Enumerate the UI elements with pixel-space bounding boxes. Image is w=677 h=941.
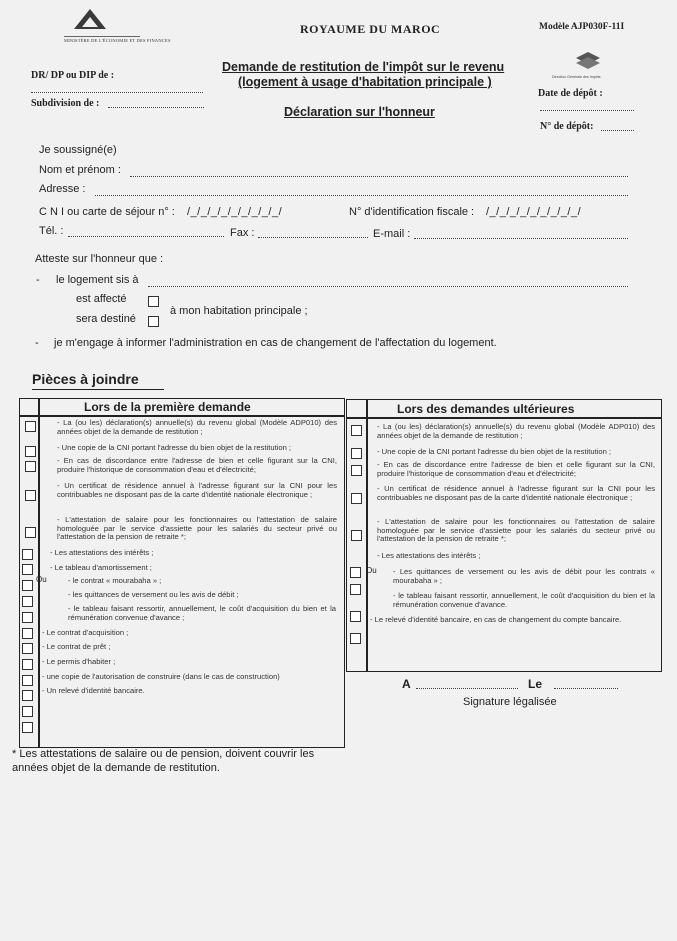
left-item-3: - En cas de discordance entre l'adresse de bien et celle figurant sur la CNI, produire l'historique de consommation d'eau et d'électricité; (57, 456, 337, 474)
soussigne-label: Je soussigné(e) (39, 144, 117, 156)
left-item-5: - L'attestation de salaire pour les fonctionnaires ou l'attestation de salaire homologuée par le service d'assiette pour les salariés du secteur privé ou l'attestation de la pension de retraite *; (57, 515, 337, 542)
left-checkbox[interactable] (25, 461, 36, 472)
left-item-13: - Le permis d'habiter ; (42, 657, 116, 666)
affecte-checkbox[interactable] (148, 296, 159, 307)
left-checkbox[interactable] (22, 690, 33, 701)
engage-statement: je m'engage à informer l'administration en cas de changement de l'affectation du logement. (54, 337, 497, 349)
adresse-label: Adresse : (39, 183, 86, 195)
fax-label: Fax : (230, 227, 255, 239)
left-checkbox[interactable] (22, 580, 33, 591)
right-item-4: - Un certificat de résidence annuel à l'adresse figurant sur la CNI pour les contribuables ne disposant pas de la carte d'identité nationale électronique ; (377, 484, 655, 502)
num-depot-label: N° de dépôt: (540, 121, 594, 132)
dash-1: - (36, 274, 40, 286)
a-field[interactable] (416, 688, 518, 689)
left-item-8: - le contrat « mourabaha » ; (68, 576, 162, 585)
right-item-2: - Une copie de la CNI portant l'adresse du bien objet de la restitution ; (377, 447, 612, 456)
right-checkbox[interactable] (351, 493, 362, 504)
left-item-15: - Un relevé d'identité bancaire. (42, 686, 145, 695)
left-item-9: - les quittances de versement ou les avis de débit ; (68, 590, 239, 599)
email-field[interactable] (414, 238, 628, 239)
dgi-name: Direction Générale des Impôts (552, 75, 601, 79)
destine-label: sera destiné (76, 313, 136, 325)
fax-field[interactable] (258, 237, 368, 238)
date-depot-label: Date de dépôt : (538, 88, 603, 99)
left-checkbox[interactable] (25, 490, 36, 501)
a-label: A (402, 677, 411, 691)
kingdom-label: ROYAUME DU MAROC (300, 22, 441, 36)
num-depot-field[interactable] (601, 130, 634, 131)
right-item-3: - En cas de discordance entre l'adresse de bien et celle figurant sur la CNI, produire l'historique de consommation d'eau et d'électricité; (377, 460, 655, 478)
form-title-line2: (logement à usage d'habitation principale ) (238, 75, 492, 89)
left-checkbox[interactable] (22, 675, 33, 686)
form-subtitle: Déclaration sur l'honneur (284, 105, 435, 119)
left-item-10: - le tableau faisant ressortir, annuellement, le coût d'acquisition du bien et la rémunération convenue d'avance ; (68, 604, 336, 622)
email-label: E-mail : (373, 228, 411, 240)
right-item-8: - le tableau faisant ressortir, annuellement, le coût d'acquisition du bien et la rémunération convenue d'avance. (393, 591, 655, 609)
dr-label: DR/ DP ou DIP de : (31, 70, 115, 81)
affecte-label: est affecté (76, 293, 127, 305)
right-checkbox[interactable] (351, 530, 362, 541)
atteste-label: Atteste sur l'honneur que : (35, 253, 164, 265)
fiscal-label: N° d'identification fiscale : (349, 206, 475, 218)
le-label: Le (528, 677, 543, 691)
tel-label: Tél. : (39, 225, 64, 237)
right-checkbox[interactable] (350, 633, 361, 644)
cni-field[interactable]: /_/_/_/_/_/_/_/_/_/ (187, 206, 283, 218)
habitation-label: à mon habitation principale ; (170, 305, 308, 317)
left-item-14: - une copie de l'autorisation de construire (dans le cas de construction) (42, 672, 280, 681)
right-item-5: - L'attestation de salaire pour les fonctionnaires ou l'attestation de salaire homologuée par le service d'assiette pour les salariés du secteur privé ou l'attestation de la pension de retraite *; (377, 517, 655, 544)
dgi-emblem-icon (574, 50, 602, 72)
left-checkbox[interactable] (25, 421, 36, 432)
right-checkbox[interactable] (350, 584, 361, 595)
logement-label: le logement sis à (56, 274, 139, 286)
ministry-name: MINISTÈRE DE L'ÉCONOMIE ET DES FINANCES (64, 38, 171, 43)
model-number: Modèle AJP030F-11I (539, 22, 625, 32)
left-checkbox[interactable] (22, 549, 33, 560)
subdivision-field[interactable] (108, 107, 204, 108)
logement-field[interactable] (148, 286, 628, 287)
left-checkbox[interactable] (22, 706, 33, 717)
footnote-line2: années objet de la demande de restitution. (12, 762, 220, 774)
left-checkbox[interactable] (22, 628, 33, 639)
pieces-title: Pièces à joindre (32, 371, 139, 387)
right-item-9: - Le relevé d'identité bancaire, en cas de changement du compte bancaire. (370, 615, 622, 624)
left-checkbox[interactable] (22, 659, 33, 670)
nom-label: Nom et prénom : (39, 164, 121, 176)
left-item-11: - Le contrat d'acquisition ; (42, 628, 129, 637)
destine-checkbox[interactable] (148, 316, 159, 327)
ou-label-right: Ou (366, 566, 377, 575)
tel-field[interactable] (68, 236, 224, 237)
left-item-2: - Une copie de la CNI portant l'adresse du bien objet de la restitution ; (57, 443, 292, 452)
right-checkbox[interactable] (351, 465, 362, 476)
date-depot-field[interactable] (540, 110, 634, 111)
left-checkbox[interactable] (22, 643, 33, 654)
left-checkbox[interactable] (25, 446, 36, 457)
later-request-header: Lors des demandes ultérieures (397, 402, 575, 416)
cni-label: C N I ou carte de séjour n° : (39, 206, 175, 218)
adresse-field[interactable] (95, 195, 628, 196)
form-title-line1: Demande de restitution de l'impôt sur le revenu (222, 60, 505, 74)
footnote-line1: * Les attestations de salaire ou de pension, doivent couvrir les (12, 748, 315, 760)
left-item-1: - La (ou les) déclaration(s) annuelle(s) du revenu global (Modèle ADP010) des années objet de la demande de restitution ; (57, 418, 337, 436)
right-checkbox[interactable] (350, 611, 361, 622)
right-checkbox[interactable] (350, 567, 361, 578)
first-request-header: Lors de la première demande (84, 400, 251, 414)
right-item-6: - Les attestations des intérêts ; (377, 551, 481, 560)
ou-label-left: Ou (36, 575, 47, 584)
right-item-7: - Les quittances de versement ou les avis de débit pour les contrats « mourabaha » ; (393, 567, 655, 585)
left-checkbox[interactable] (22, 612, 33, 623)
dr-field[interactable] (31, 92, 203, 93)
fiscal-field[interactable]: /_/_/_/_/_/_/_/_/_/ (486, 206, 582, 218)
left-checkbox[interactable] (22, 722, 33, 733)
signature-label: Signature légalisée (463, 696, 557, 708)
right-checkbox[interactable] (351, 448, 362, 459)
le-field[interactable] (554, 688, 618, 689)
left-item-4: - Un certificat de résidence annuel à l'adresse figurant sur la CNI pour les contribuables ne disposant pas de la carte d'identité nationale électronique ; (57, 481, 337, 499)
left-checkbox[interactable] (22, 564, 33, 575)
right-item-1: - La (ou les) déclaration(s) annuelle(s) du revenu global (Modèle ADP010) des années objet de la demande de restitution ; (377, 422, 655, 440)
left-item-12: - Le contrat de prêt ; (42, 642, 111, 651)
left-checkbox[interactable] (22, 596, 33, 607)
left-item-7: - Le tableau d'amortissement ; (50, 563, 152, 572)
subdivision-label: Subdivision de : (31, 98, 100, 109)
nom-field[interactable] (130, 176, 628, 177)
left-checkbox[interactable] (25, 527, 36, 538)
left-item-6: - Les attestations des intérêts ; (50, 548, 154, 557)
dash-2: - (35, 337, 39, 349)
right-checkbox[interactable] (351, 425, 362, 436)
